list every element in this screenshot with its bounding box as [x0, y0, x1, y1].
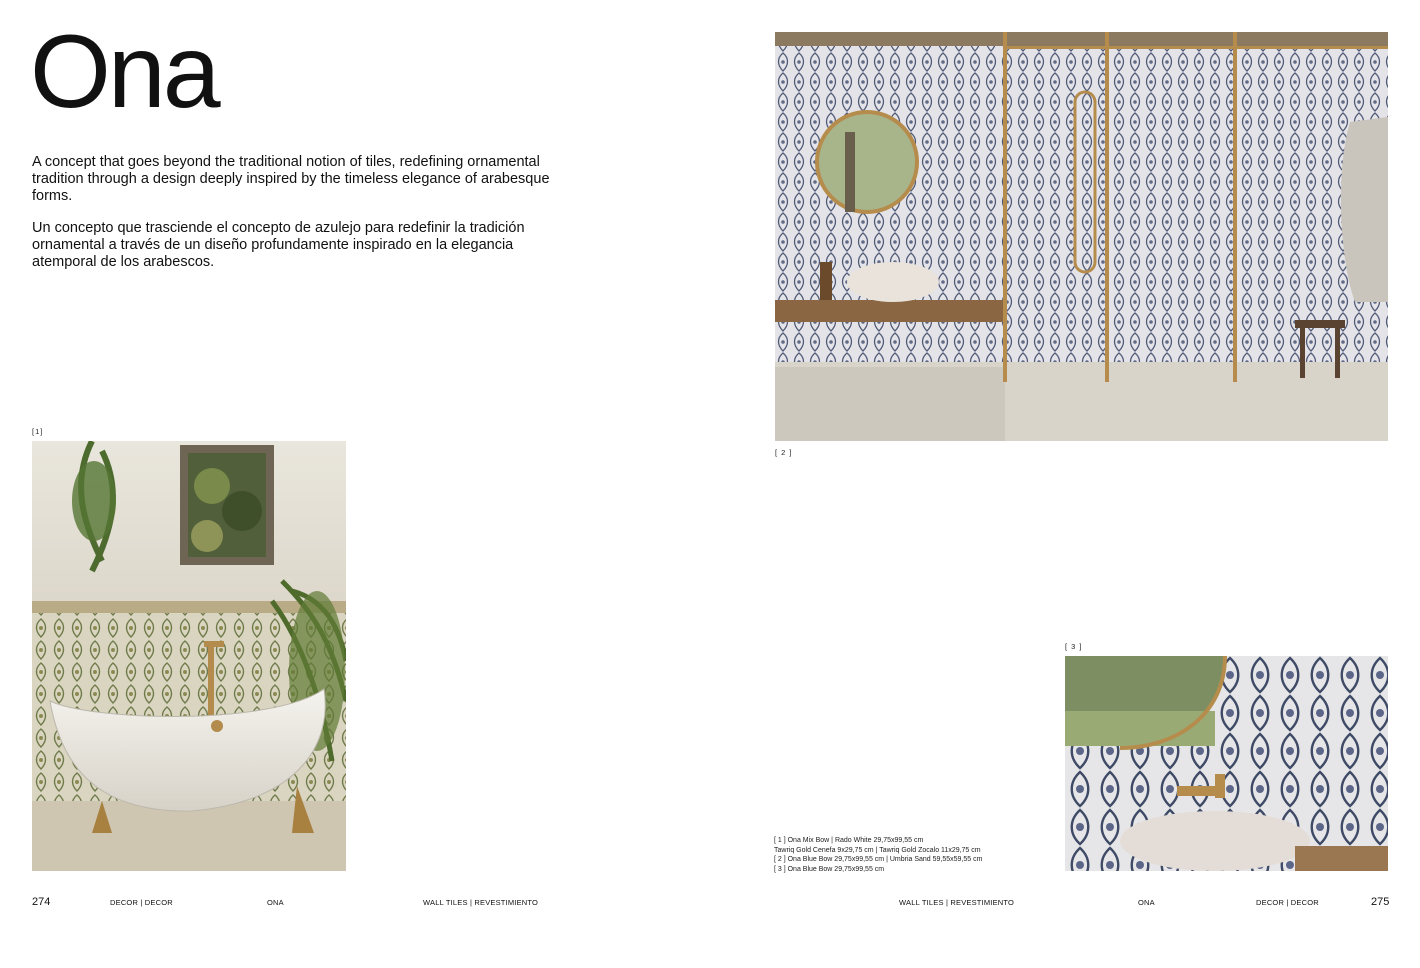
caption-line: [ 3 ] Ona Blue Bow 29,75x99,55 cm — [774, 865, 885, 873]
page-number-right: 275 — [1371, 896, 1390, 908]
footer-category-left: WALL TILES | REVESTIMIENTO — [423, 898, 539, 907]
footer-collection-right: ONA — [1138, 898, 1155, 907]
photo-2-shower — [775, 32, 1388, 441]
photo-1-bathtub — [32, 441, 346, 871]
footer-section-right: DECOR | DECOR — [1256, 898, 1319, 907]
page-number-left: 274 — [32, 896, 51, 908]
photo-captions — [774, 836, 1054, 874]
caption-line: [ 1 ] Ona Mix Bow | Rado White 29,75x99,55 cm — [774, 837, 924, 844]
caption-line: [ 2 ] Ona Blue Bow 29,75x99,55 cm | Umbria Sand 59,55x59,55 cm — [774, 856, 983, 863]
intro-english: A concept that goes beyond the traditional notion of tiles, redefining ornamental tradition through a design deeply inspired by the timeless elegance of arabesque forms. — [32, 154, 550, 204]
footer-section-left: DECOR | DECOR — [110, 898, 173, 907]
photo-3-ref: [ 3 ] — [1065, 642, 1083, 651]
page-title: Ona — [30, 14, 218, 130]
photo-2-ref: [ 2 ] — [775, 448, 793, 457]
caption-line: Tawriq Gold Cenefa 9x29,75 cm | Tawriq Gold Zocalo 11x29,75 cm — [774, 846, 981, 854]
footer-category-right: WALL TILES | REVESTIMIENTO — [899, 898, 1015, 907]
photo-1-ref: [1] — [32, 427, 44, 436]
intro-spanish: Un concepto que trasciende el concepto de azulejo para redefinir la tradición ornamental a través de un diseño profundamente inspirado en la elegancia atemporal de los arabescos. — [32, 220, 525, 270]
footer-collection-left: ONA — [267, 898, 284, 907]
photo-3-basin — [1065, 656, 1388, 871]
